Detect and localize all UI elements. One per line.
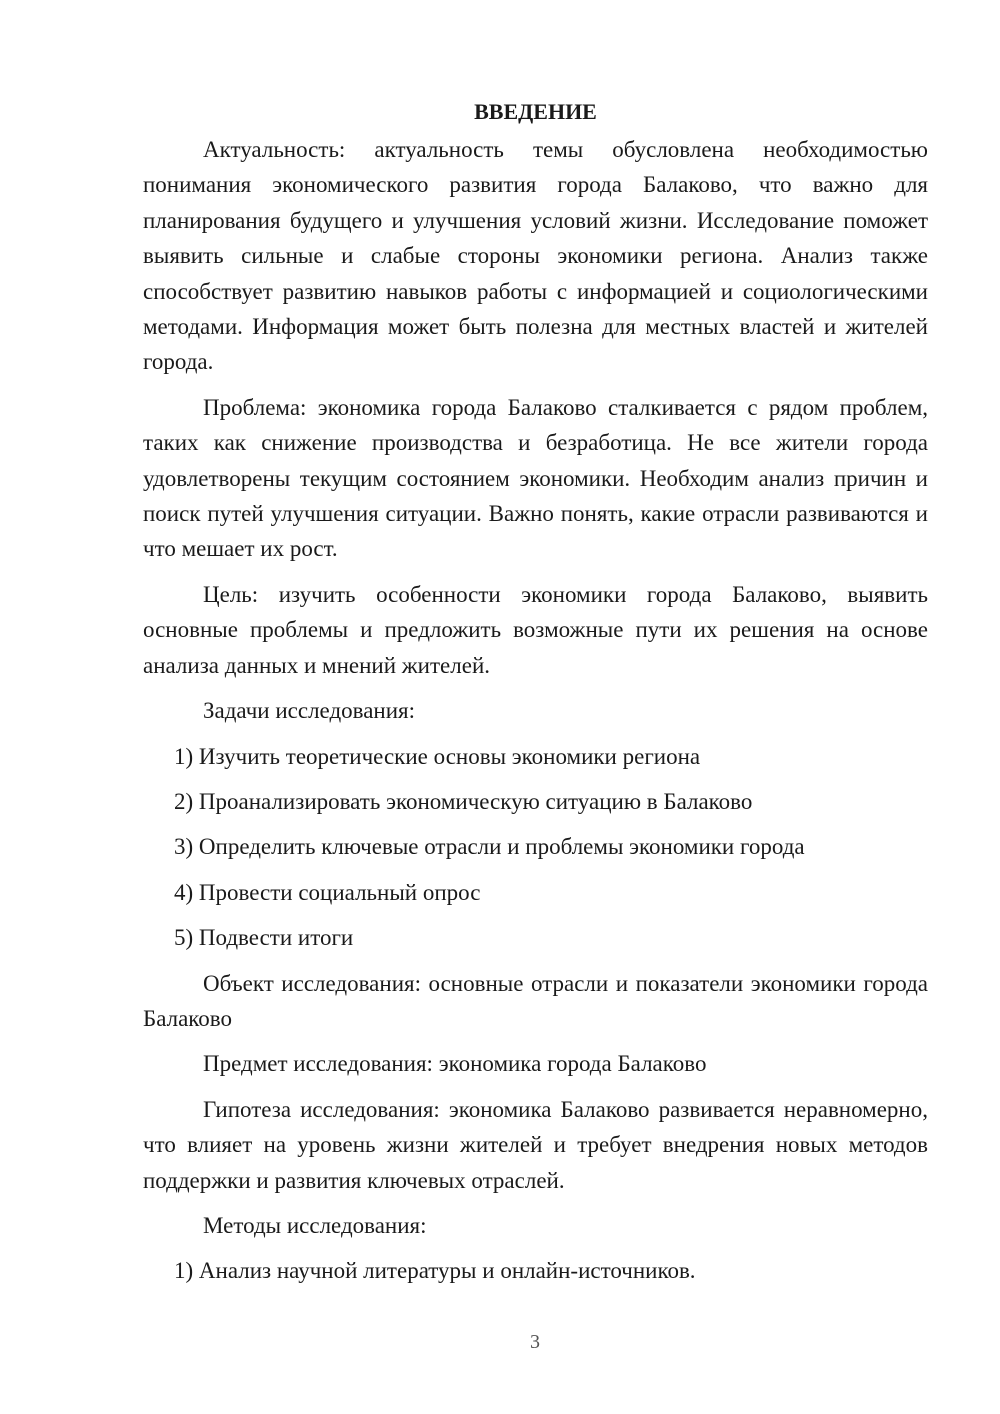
document-page <box>143 92 928 1299</box>
task-item: 4) Провести социальный опрос <box>174 879 481 905</box>
task-item: 3) Определить ключевые отрасли и проблемы экономики города <box>174 834 805 860</box>
task-item: 1) Изучить теоретические основы экономики региона <box>174 743 701 769</box>
page-title: ВВЕДЕНИЕ <box>474 99 597 124</box>
task-item: 5) Подвести итоги <box>174 925 354 951</box>
tasks-heading: Задачи исследования: <box>203 698 416 724</box>
method-item: 1) Анализ научной литературы и онлайн-источников. <box>174 1258 696 1284</box>
page-number: 3 <box>530 1331 540 1353</box>
relevance-paragraph: Актуальность: актуальность темы обусловлена необходимостью понимания экономического развития города Балаково, что важно для планирования будущего и улучшения условий жизни. Исследование поможет выявить сильные и слабые стороны экономики региона. Анализ также способствует развитию навыков работы с информацией и социологическими методами. Информация может быть полезна для местных властей и жителей города. <box>143 137 928 375</box>
goal-paragraph: Цель: изучить особенности экономики города Балаково, выявить основные проблемы и предложить возможные пути их решения на основе анализа данных и мнений жителей. <box>143 581 928 678</box>
methods-heading: Методы исследования: <box>203 1212 427 1238</box>
hypothesis-paragraph: Гипотеза исследования: экономика Балаково развивается неравномерно, что влияет на уровень жизни жителей и требует внедрения новых методов поддержки и развития ключевых отраслей. <box>143 1096 928 1193</box>
problem-paragraph: Проблема: экономика города Балаково сталкивается с рядом проблем, таких как снижение производства и безработица. Не все жители города удовлетворены текущим состоянием экономики. Необходим анализ причин и поиск путей улучшения ситуации. Важно понять, какие отрасли развиваются и что мешает их рост. <box>143 394 928 562</box>
object-paragraph: Объект исследования: основные отрасли и показатели экономики города Балаково <box>143 970 928 1031</box>
task-item: 2) Проанализировать экономическую ситуацию в Балаково <box>174 788 753 814</box>
subject-paragraph: Предмет исследования: экономика города Балаково <box>203 1051 707 1077</box>
